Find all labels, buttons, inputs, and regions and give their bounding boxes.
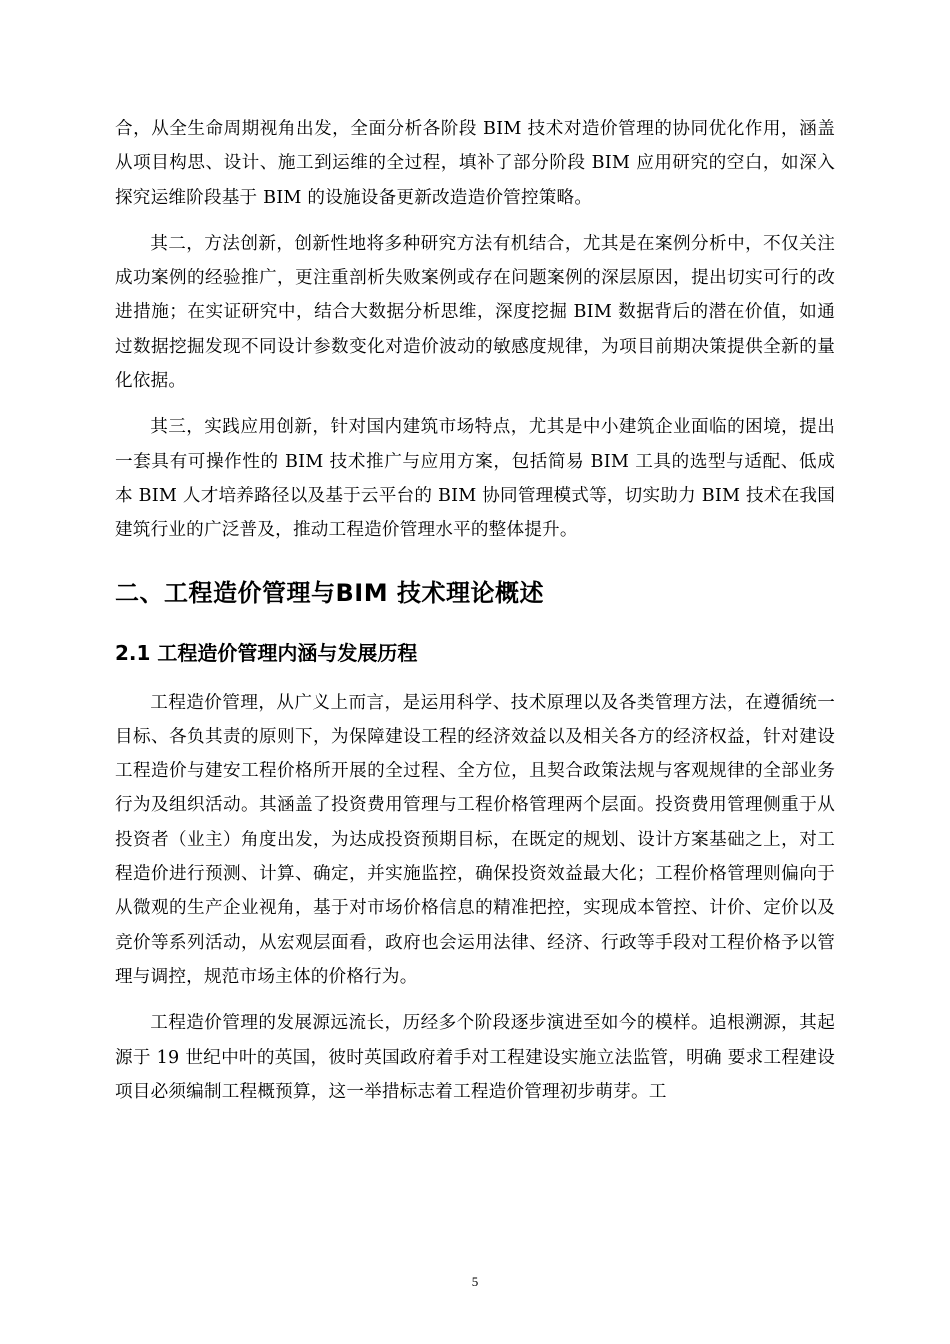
paragraph-method-innovation: 其二，方法创新，创新性地将多种研究方法有机结合，尤其是在案例分析中，不仅关注成功案例的经验推广，更注重剖析失败案例或存在问题案例的深层原因，提出切实可行的改进措施；在实证研究中，结合大数据分析思维，深度挖掘 BIM 数据背后的潜在价值，如通过数据挖掘发现不同设计参数变化对造价波动的敏感度规律，为项目前期决策提供全新的量化依据。 [115, 233, 835, 392]
paragraph-continuation: 合，从全生命周期视角出发，全面分析各阶段 BIM 技术对造价管理的协同优化作用，涵盖从项目构思、设计、施工到运维的全过程，填补了部分阶段 BIM 应用研究的空白，如深入探究运维阶段基于 BIM 的设施设备更新改造造价管控策略。 [115, 119, 835, 208]
paragraph-cost-management-definition: 工程造价管理，从广义上而言，是运用科学、技术原理以及各类管理方法，在遵循统一目标、各负其责的原则下，为保障建设工程的经济效益以及相关各方的经济权益，针对建设工程造价与建安工程价格所开展的全过程、全方位，且契合政策法规与客观规律的全部业务行为及组织活动。其涵盖了投资费用管理与工程价格管理两个层面。投资费用管理侧重于从投资者（业主）角度出发，为达成投资预期目标，在既定的规划、设计方案基础之上，对工程造价进行预测、计算、确定，并实施监控，确保投资效益最大化；工程价格管理则偏向于从微观的生产企业视角，基于对市场价格信息的精准把控，实现成本管控、计价、定价以及竞价等系列活动，从宏观层面看，政府也会运用法律、经济、行政等手段对工程价格予以管理与调控，规范市场主体的价格行为。 [115, 692, 835, 987]
paragraph-cost-management-history: 工程造价管理的发展源远流长，历经多个阶段逐步演进至如今的模样。追根溯源，其起源于 19 世纪中叶的英国，彼时英国政府着手对工程建设实施立法监管，明确 要求工程建设项目必须编制工程概预算，这一举措标志着工程造价管理初步萌芽。工 [115, 1013, 835, 1102]
section-heading: 二、工程造价管理与BIM 技术理论概述 [115, 578, 544, 607]
document-page [115, 112, 835, 1121]
subsection-heading: 2.1 工程造价管理内涵与发展历程 [115, 640, 418, 665]
paragraph-practice-innovation: 其三，实践应用创新，针对国内建筑市场特点，尤其是中小建筑企业面临的困境，提出一套具有可操作性的 BIM 技术推广与应用方案，包括简易 BIM 工具的选型与适配、低成本 BIM 人才培养路径以及基于云平台的 BIM 协同管理模式等，切实助力 BIM 技术在我国建筑行业的广泛普及，推动工程造价管理水平的整体提升。 [115, 417, 835, 541]
page-number: 5 [471, 1274, 479, 1289]
